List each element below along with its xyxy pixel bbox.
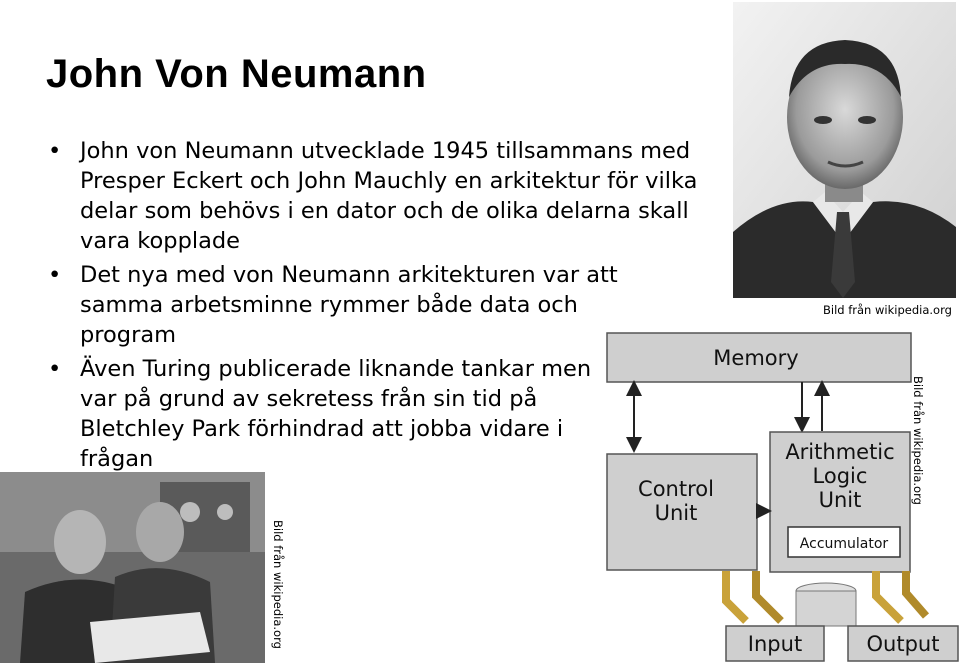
- alu-label-3: Unit: [818, 488, 862, 512]
- bullet-item: [48, 136, 740, 256]
- bullet-item: [48, 354, 600, 474]
- bullet-icon: •: [48, 262, 62, 288]
- scientists-photo: [0, 472, 265, 663]
- bullet-text: John von Neumann utvecklade 1945 tillsammans med Presper Eckert och John Mauchly en arkitektur för vilka delar som behövs i en dator och de olika delarna skall vara kopplade: [80, 138, 698, 254]
- input-label: Input: [747, 632, 803, 656]
- slide-title: John Von Neumann: [46, 52, 427, 96]
- bullet-icon: •: [48, 356, 62, 382]
- diagram-caption: Bild från wikipedia.org: [911, 376, 925, 505]
- bullet-text: Det nya med von Neumann arkitekturen var att samma arbetsminne rymmer både data och program: [80, 262, 618, 348]
- von-neumann-diagram: [606, 331, 960, 663]
- bullet-text: Även Turing publicerade liknande tankar men var på grund av sekretess från sin tid på Bletchley Park förhindrad att jobba vidare i frågan: [80, 356, 592, 472]
- portrait-photo: [733, 2, 956, 298]
- photo-caption: Bild från wikipedia.org: [271, 520, 285, 649]
- portrait-caption: Bild från wikipedia.org: [823, 303, 952, 317]
- control-unit-label-2: Unit: [654, 501, 698, 525]
- alu-label-2: Logic: [812, 464, 868, 488]
- output-label: Output: [866, 632, 940, 656]
- alu-label-1: Arithmetic: [785, 440, 895, 464]
- memory-label: Memory: [713, 346, 799, 370]
- accumulator-label: Accumulator: [799, 536, 889, 552]
- bullet-icon: •: [48, 138, 62, 164]
- bullet-item: [48, 260, 640, 350]
- control-unit-label-1: Control: [638, 477, 714, 501]
